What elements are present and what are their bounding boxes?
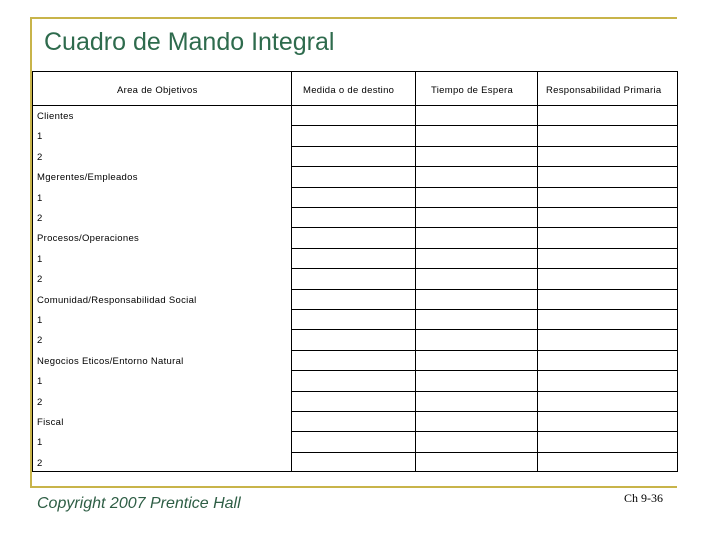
item-number: 1 — [37, 437, 43, 449]
table-cell[interactable] — [537, 289, 677, 309]
table-cell[interactable] — [291, 166, 415, 186]
table-cell[interactable] — [291, 125, 415, 145]
column-header: Tiempo de Espera — [431, 85, 514, 96]
table-cell[interactable] — [537, 452, 677, 472]
table-cell[interactable] — [537, 268, 677, 288]
copyright-text: Copyright 2007 Prentice Hall — [37, 495, 241, 512]
table-cell[interactable] — [291, 431, 415, 451]
table-cell[interactable] — [291, 329, 415, 349]
table-cell[interactable] — [291, 309, 415, 329]
table-cell[interactable] — [537, 391, 677, 411]
table-cell[interactable] — [415, 207, 537, 227]
category-label: Clientes — [37, 111, 74, 122]
table-cell[interactable] — [537, 125, 677, 145]
table-cell[interactable] — [291, 268, 415, 288]
category-label: Negocios Eticos/Entorno Natural — [37, 355, 184, 367]
table-cell[interactable] — [291, 370, 415, 390]
table-cell[interactable] — [415, 350, 537, 370]
scorecard-table — [32, 71, 678, 472]
column-divider — [537, 72, 538, 471]
item-number: 2 — [37, 213, 43, 224]
column-header: Responsabilidad Primaria — [546, 85, 662, 96]
category-label: Comunidad/Responsabilidad Social — [37, 294, 197, 306]
table-cell[interactable] — [537, 207, 677, 227]
table-cell[interactable] — [537, 370, 677, 390]
footer-divider — [30, 486, 677, 488]
table-cell[interactable] — [291, 105, 415, 125]
table-cell[interactable] — [537, 431, 677, 451]
table-cell[interactable] — [415, 411, 537, 431]
item-number: 2 — [37, 457, 43, 469]
table-cell[interactable] — [291, 350, 415, 370]
item-number: 2 — [37, 396, 43, 408]
category-label: Mgerentes/Empleados — [37, 172, 138, 184]
table-cell[interactable] — [537, 187, 677, 207]
table-cell[interactable] — [537, 248, 677, 268]
table-cell[interactable] — [537, 411, 677, 431]
table-cell[interactable] — [291, 146, 415, 166]
table-cell[interactable] — [415, 268, 537, 288]
item-number: 1 — [37, 376, 43, 388]
column-header: Area de Objetivos — [117, 85, 198, 96]
category-label: Procesos/Operaciones — [37, 233, 140, 245]
item-number: 1 — [37, 253, 43, 265]
table-cell[interactable] — [415, 125, 537, 145]
table-cell[interactable] — [537, 350, 677, 370]
table-cell[interactable] — [415, 391, 537, 411]
table-cell[interactable] — [291, 227, 415, 247]
table-cell[interactable] — [415, 431, 537, 451]
item-number: 2 — [37, 151, 43, 163]
table-cell[interactable] — [415, 105, 537, 125]
table-cell[interactable] — [415, 248, 537, 268]
item-number: 1 — [37, 192, 43, 204]
table-cell[interactable] — [415, 227, 537, 247]
table-cell[interactable] — [291, 411, 415, 431]
table-cell[interactable] — [291, 207, 415, 227]
table-cell[interactable] — [415, 452, 537, 472]
category-label: Fiscal — [37, 417, 64, 428]
table-cell[interactable] — [415, 309, 537, 329]
table-cell[interactable] — [415, 329, 537, 349]
table-cell[interactable] — [537, 329, 677, 349]
column-divider — [291, 72, 292, 471]
item-number: 2 — [37, 274, 43, 286]
slide-title: Cuadro de Mando Integral — [44, 28, 335, 56]
table-cell[interactable] — [291, 289, 415, 309]
slide-number: Ch 9-36 — [624, 491, 663, 505]
table-cell[interactable] — [415, 289, 537, 309]
table-cell[interactable] — [415, 146, 537, 166]
table-cell[interactable] — [537, 309, 677, 329]
item-number: 1 — [37, 131, 43, 143]
table-cell[interactable] — [291, 248, 415, 268]
table-cell[interactable] — [415, 166, 537, 186]
table-cell[interactable] — [415, 370, 537, 390]
table-cell[interactable] — [291, 452, 415, 472]
table-cell[interactable] — [291, 391, 415, 411]
column-divider — [415, 72, 416, 471]
item-number: 1 — [37, 315, 43, 326]
table-cell[interactable] — [415, 187, 537, 207]
table-cell[interactable] — [537, 105, 677, 125]
table-cell[interactable] — [537, 227, 677, 247]
table-cell[interactable] — [291, 187, 415, 207]
table-cell[interactable] — [537, 166, 677, 186]
item-number: 2 — [37, 335, 43, 347]
table-cell[interactable] — [537, 146, 677, 166]
column-header: Medida o de destino — [303, 85, 395, 96]
